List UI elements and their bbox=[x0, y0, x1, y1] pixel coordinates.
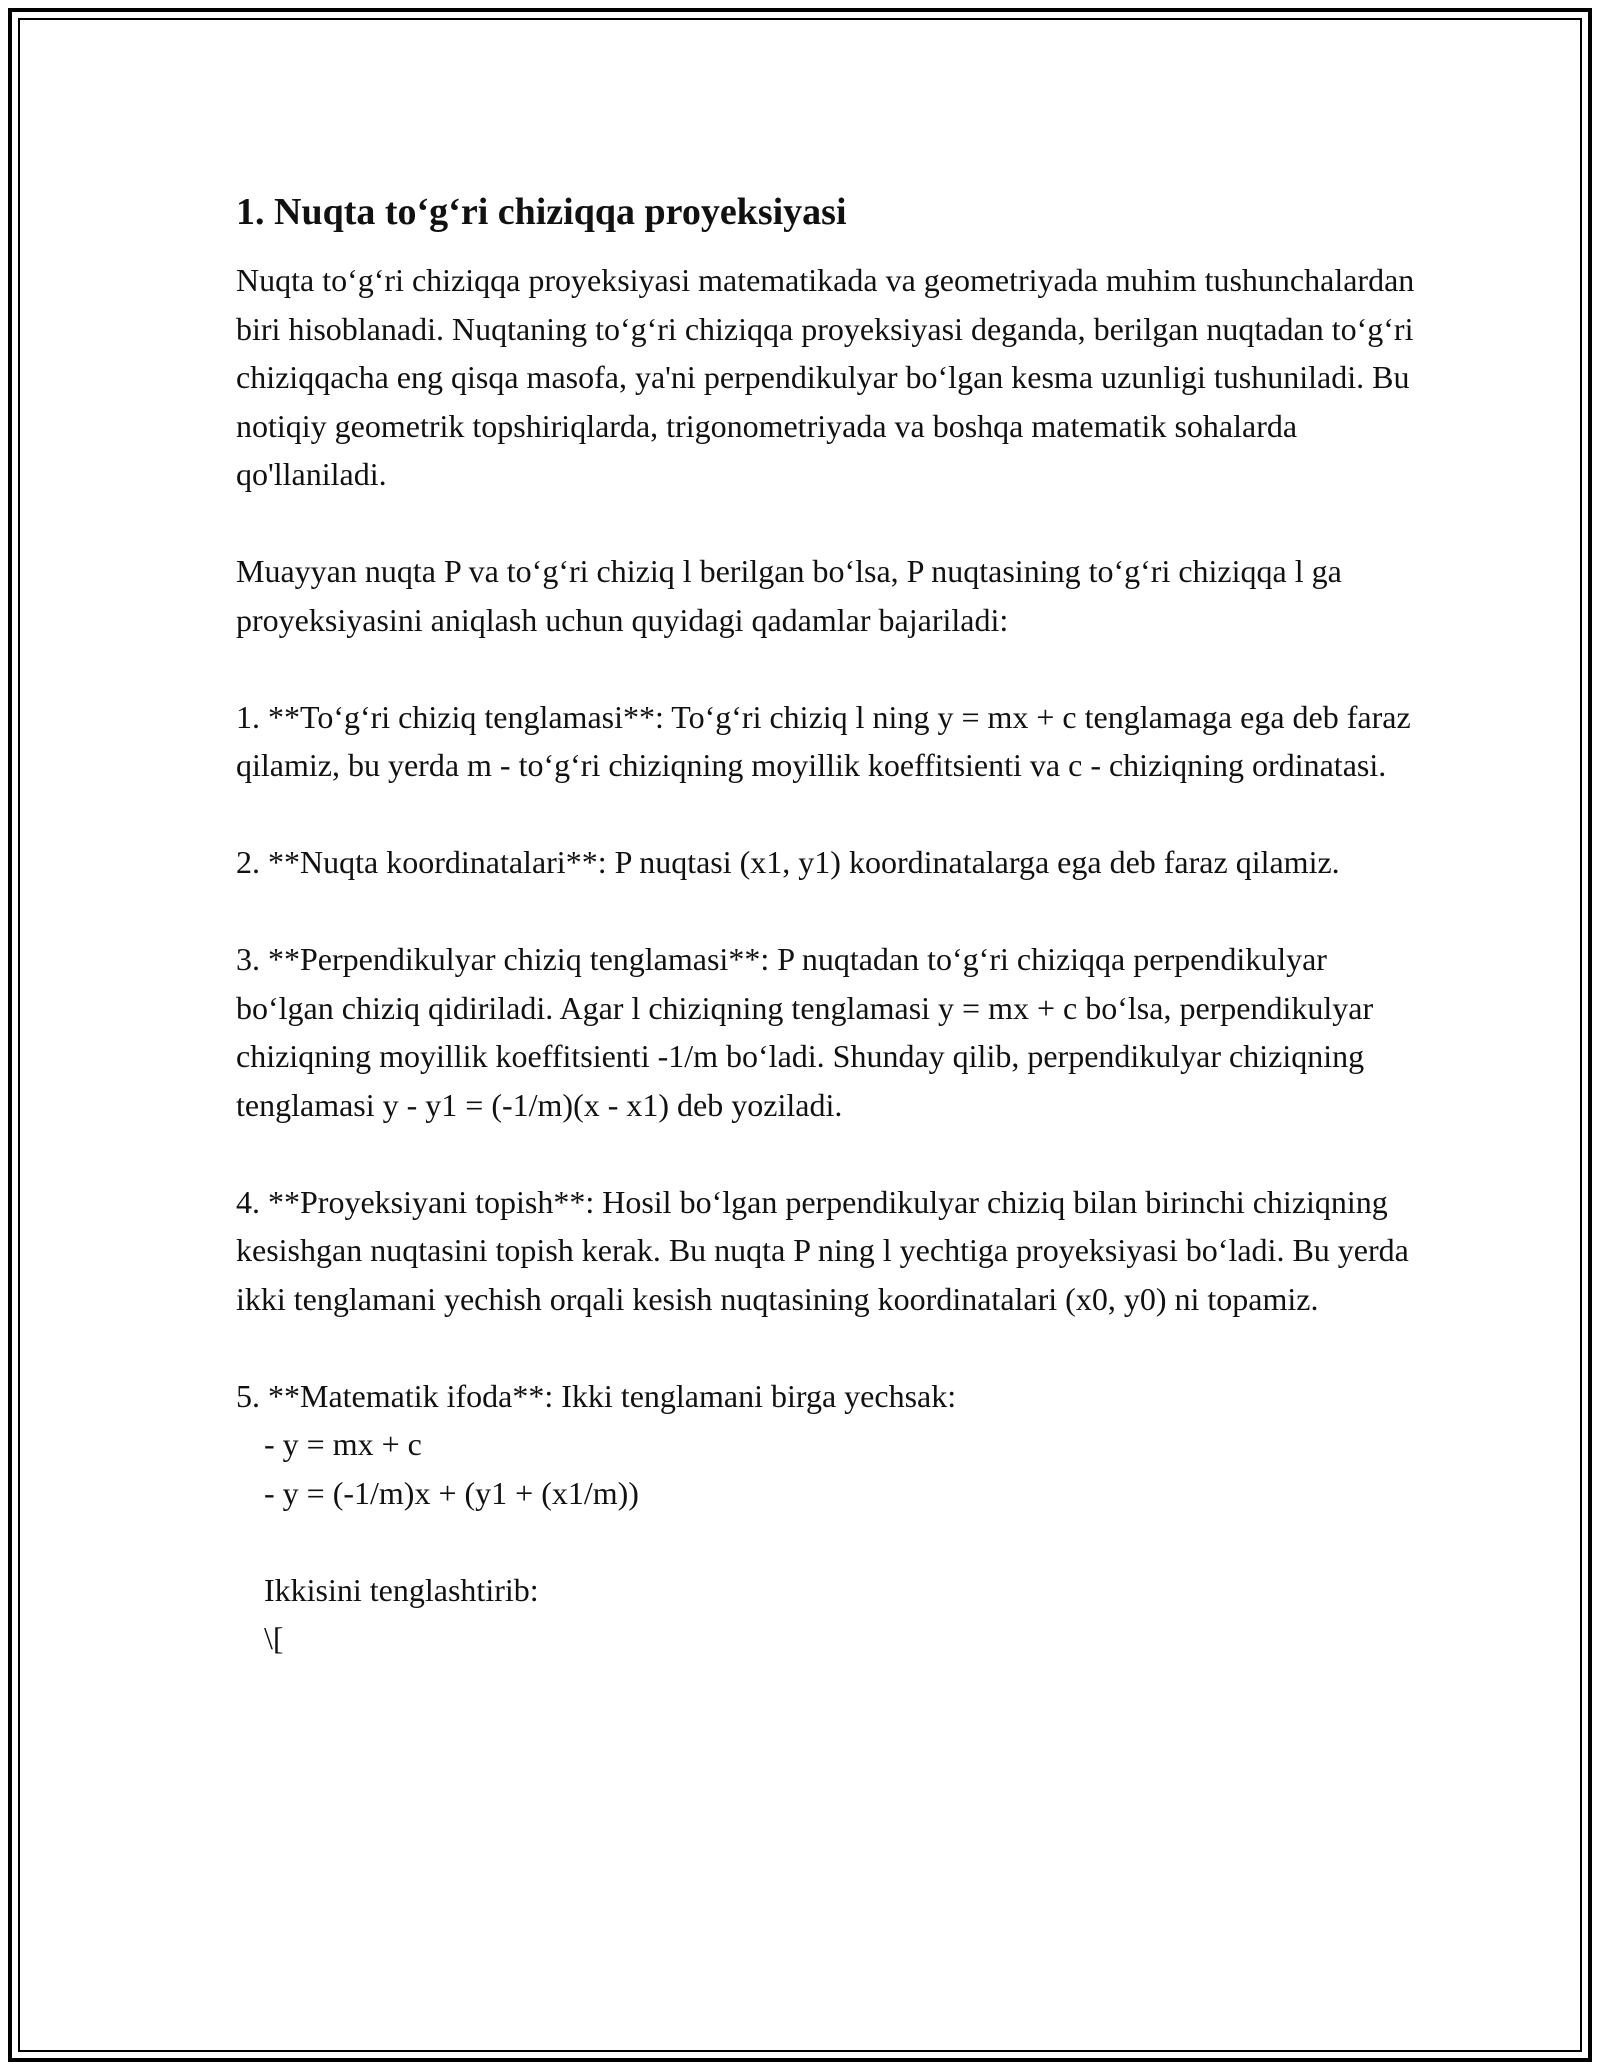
equate-label: Ikkisini tenglashtirib: bbox=[264, 1571, 539, 1608]
paragraph-gap bbox=[236, 1517, 1416, 1566]
intro-paragraph: Nuqta to‘g‘ri chiziqqa proyeksiyasi matematikada va geometriyada muhim tushunchalardan biri hisoblanadi. Nuqtaning to‘g‘ri chiziqqa proyeksiyasi deganda, berilgan nuqtadan to‘g‘ri chiziqqacha eng qisqa masofa, ya'ni perpendikulyar bo‘lgan kesma uzunligi tushuniladi. Bu notiqiy geometrik topshiriqlarda, trigonometriyada va boshqa matematik sohalarda qo'llaniladi. bbox=[236, 262, 1423, 492]
step-1-paragraph: 1. **To‘g‘ri chiziq tenglamasi**: To‘g‘ri chiziq l ning y = mx + c tenglamaga ega deb faraz qilamiz, bu yerda m - to‘g‘ri chiziqning moyillik koeffitsienti va c - chiziqning ordinatasi. bbox=[236, 698, 1419, 783]
paragraph-gap bbox=[236, 1323, 1416, 1372]
document-body bbox=[236, 188, 1423, 1663]
step-4-paragraph: 4. **Proyeksiyani topish**: Hosil bo‘lgan perpendikulyar chiziq bilan birinchi chiziqning kesishgan nuqtasini topish kerak. Bu nuqta P ning l yechtiga proyeksiyasi bo‘ladi. Bu yerda ikki tenglamani yechish orqali kesish nuqtasining koordinatalari (x0, y0) ni topamiz. bbox=[236, 1183, 1417, 1317]
equation-line-2: - y = (-1/m)x + (y1 + (x1/m)) bbox=[264, 1474, 639, 1511]
document-title: 1. Nuqta to‘g‘ri chiziqqa proyeksiyasi bbox=[236, 191, 847, 233]
paragraph-gap bbox=[236, 499, 1416, 548]
step-2-paragraph: 2. **Nuqta koordinatalari**: P nuqtasi (x1, y1) koordinatalarga ega deb faraz qilamiz. bbox=[236, 844, 1340, 880]
steps-intro-paragraph: Muayyan nuqta P va to‘g‘ri chiziq l berilgan bo‘lsa, P nuqtasining to‘g‘ri chiziqqa l ga proyeksiyasini aniqlash uchun quyidagi qadamlar bajariladi: bbox=[236, 553, 1350, 638]
equation-line-1: - y = mx + c bbox=[264, 1426, 422, 1462]
paragraph-gap bbox=[236, 790, 1416, 839]
step-3-paragraph: 3. **Perpendikulyar chiziq tenglamasi**: P nuqtadan to‘g‘ri chiziqqa perpendikulyar bo‘lgan chiziq qidiriladi. Agar l chiziqning tenglamasi y = mx + c bo‘lsa, perpendikulyar chiziqning moyillik koeffitsienti -1/m bo‘ladi. Shunday qilib, perpendikulyar chiziqning tenglamasi y - y1 = (-1/m)(x - x1) deb yoziladi. bbox=[236, 941, 1382, 1123]
paragraph-gap bbox=[236, 887, 1416, 936]
step-5-paragraph: 5. **Matematik ifoda**: Ikki tenglamani birga yechsak: bbox=[236, 1377, 957, 1414]
paragraph-gap bbox=[236, 644, 1416, 693]
latex-open-bracket: \[ bbox=[264, 1620, 284, 1656]
paragraph-gap bbox=[236, 1129, 1416, 1178]
